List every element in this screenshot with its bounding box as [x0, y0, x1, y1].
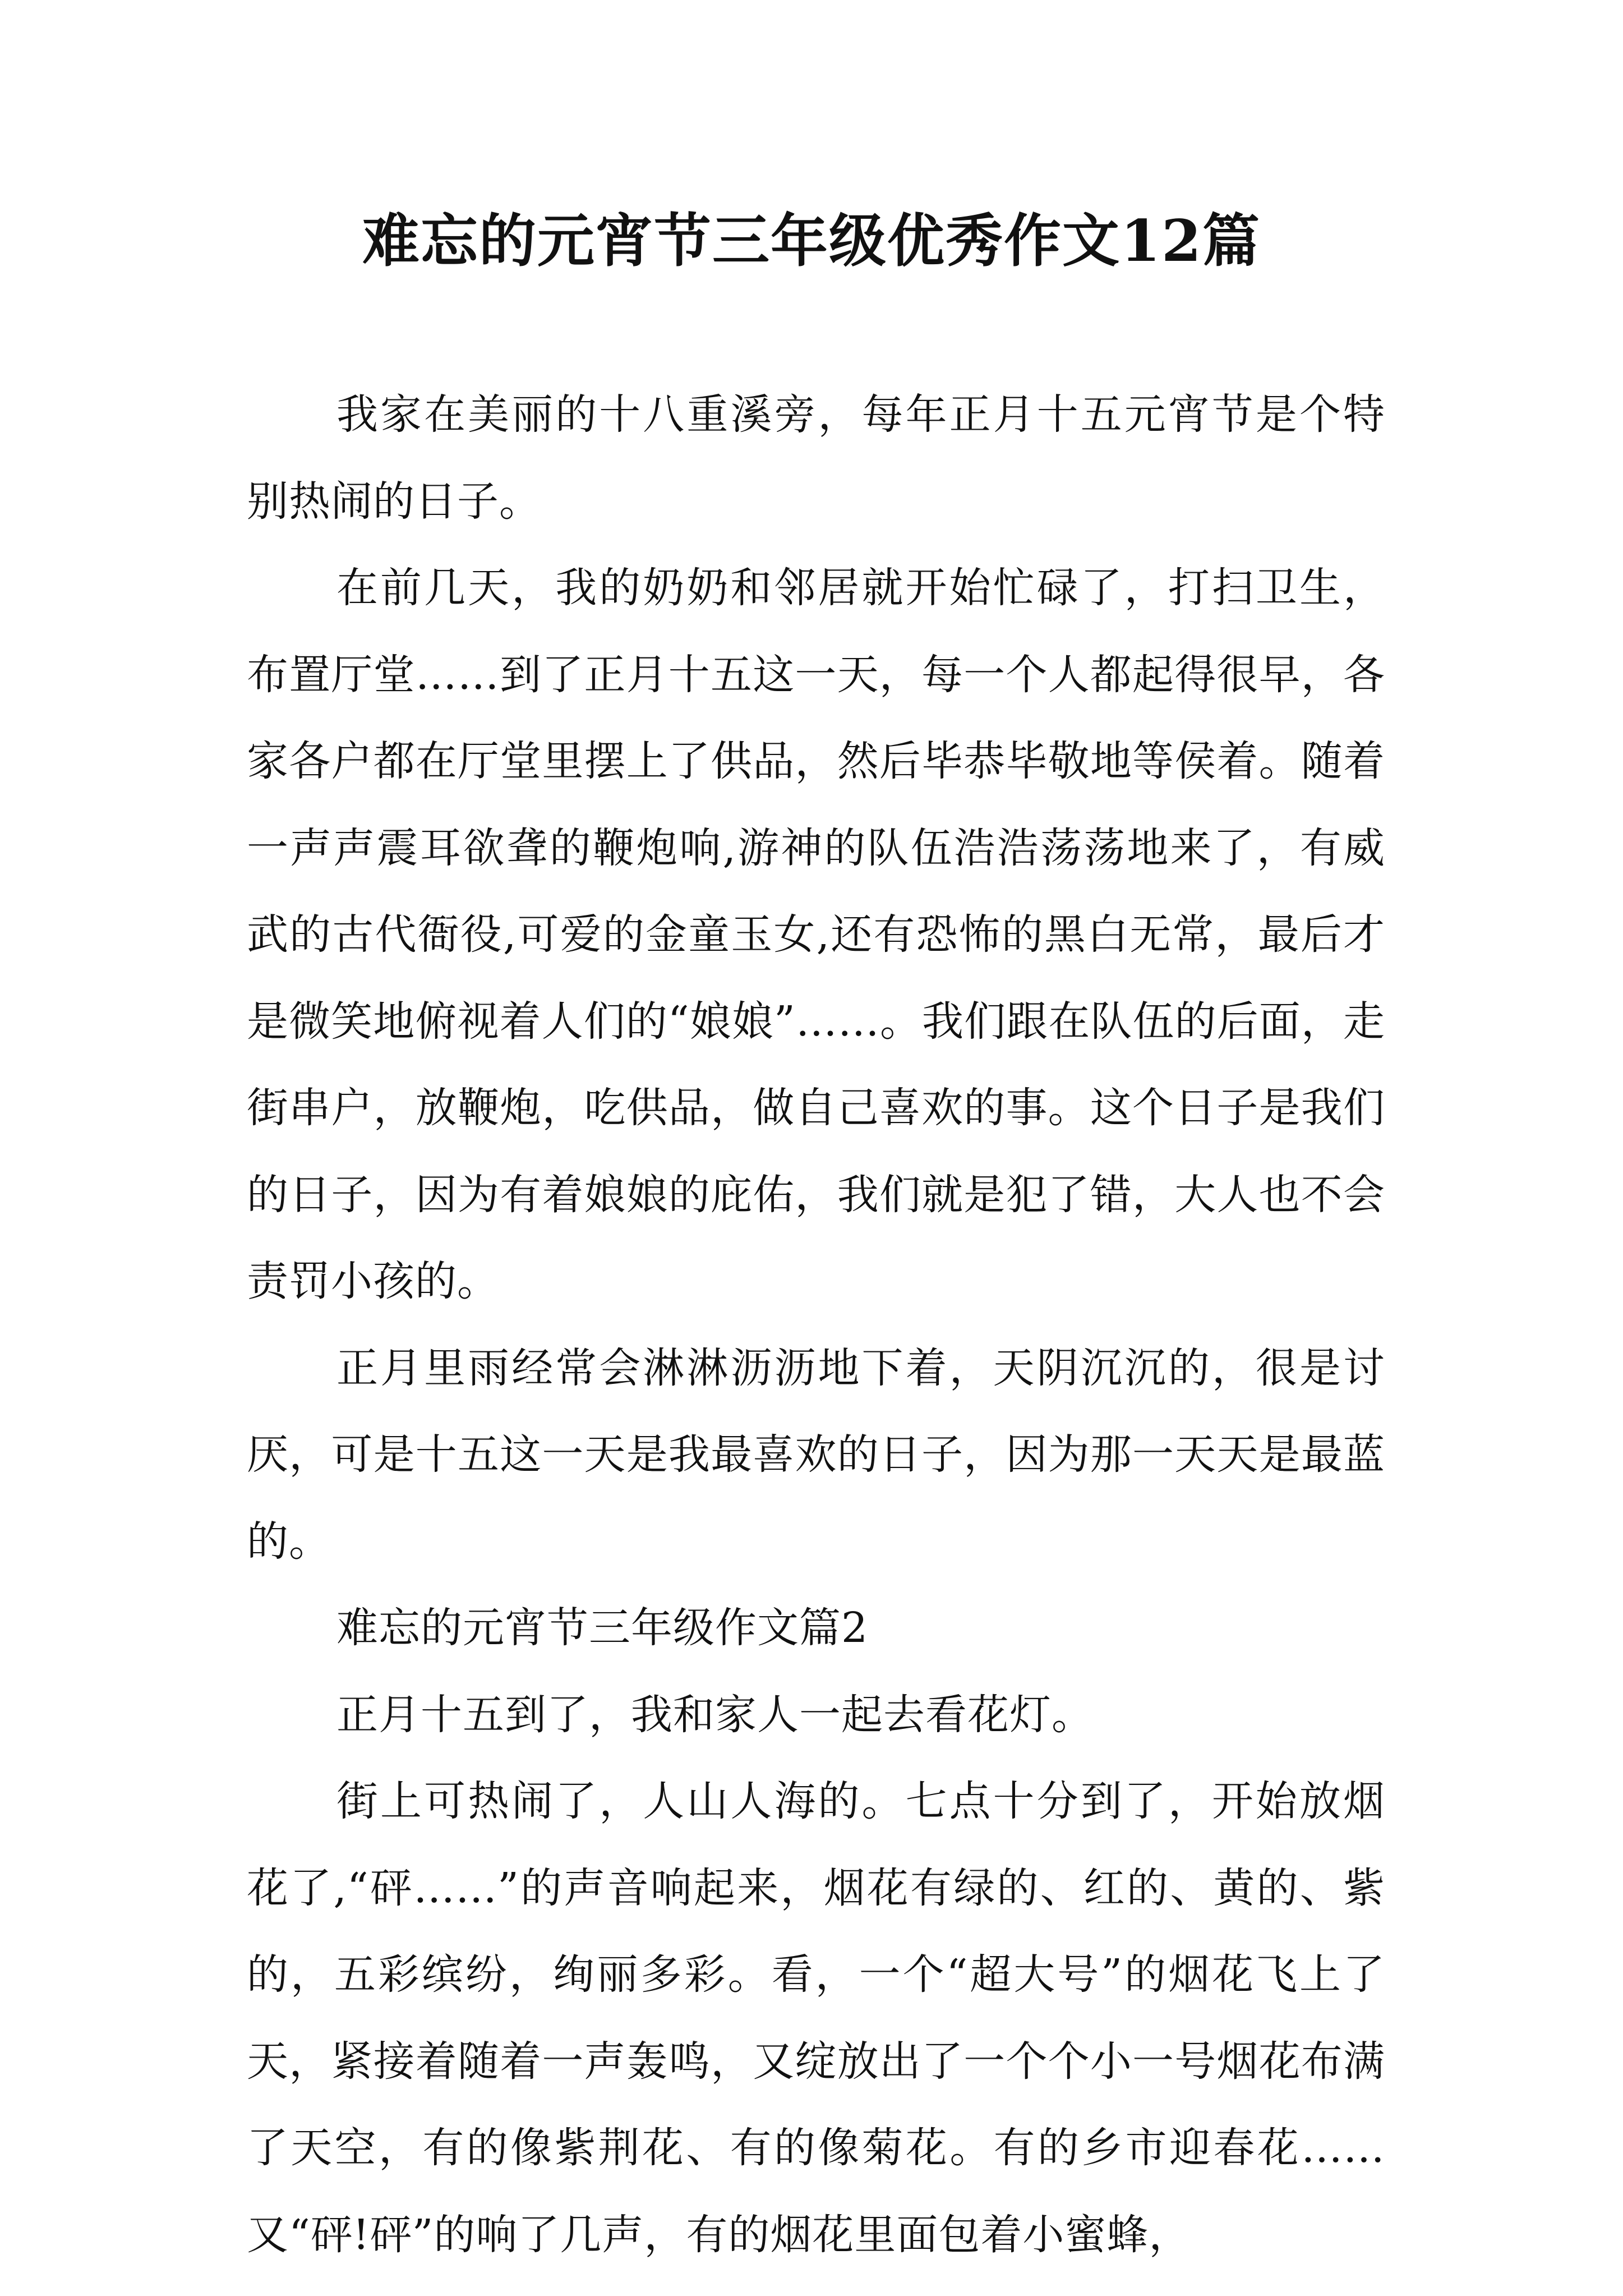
paragraph: 正月里雨经常会淋淋沥沥地下着，天阴沉沉的，很是讨厌，可是十五这一天是我最喜欢的日子，因为那一天天是最蓝的。: [247, 1343, 1385, 1566]
paragraph: 我家在美丽的十八重溪旁，每年正月十五元宵节是个特别热闹的日子。: [247, 390, 1385, 526]
paragraph: 正月十五到了，我和家人一起去看花灯。: [336, 1690, 1094, 1739]
paragraph: 街上可热闹了，人山人海的。七点十分到了，开始放烟花了,“砰……”的声音响起来，烟花有绿的、红的、黄的、紫的，五彩缤纷，绚丽多彩。看，一个“超大号”的烟花飞上了天，紧接着随着一声轰鸣，又绽放出了一个个小一号烟花布满了天空，有的像紫荆花、有的像菊花。有的乡市迎春花……又“砰!砰”的响了几声，有的烟花里面包着小蜜蜂，: [247, 1777, 1385, 2259]
document-title: 难忘的元宵节三年级优秀作文12篇: [362, 208, 1261, 275]
document-body: [247, 371, 1385, 2278]
section-heading: 难忘的元宵节三年级作文篇2: [336, 1604, 869, 1652]
paragraph: 在前几天，我的奶奶和邻居就开始忙碌了，打扫卫生，布置厅堂……到了正月十五这一天，每一个人都起得很早，各家各户都在厅堂里摆上了供品，然后毕恭毕敬地等侯着。随着一声声震耳欲聋的鞭炮响,游神的队伍浩浩荡荡地来了，有威武的古代衙役,可爱的金童玉女,还有恐怖的黑白无常，最后才是微笑地俯视着人们的“娘娘”……。我们跟在队伍的后面，走街串户，放鞭炮，吃供品，做自己喜欢的事。这个日子是我们的日子，因为有着娘娘的庇佑，我们就是犯了错，大人也不会责罚小孩的。: [247, 564, 1385, 1305]
